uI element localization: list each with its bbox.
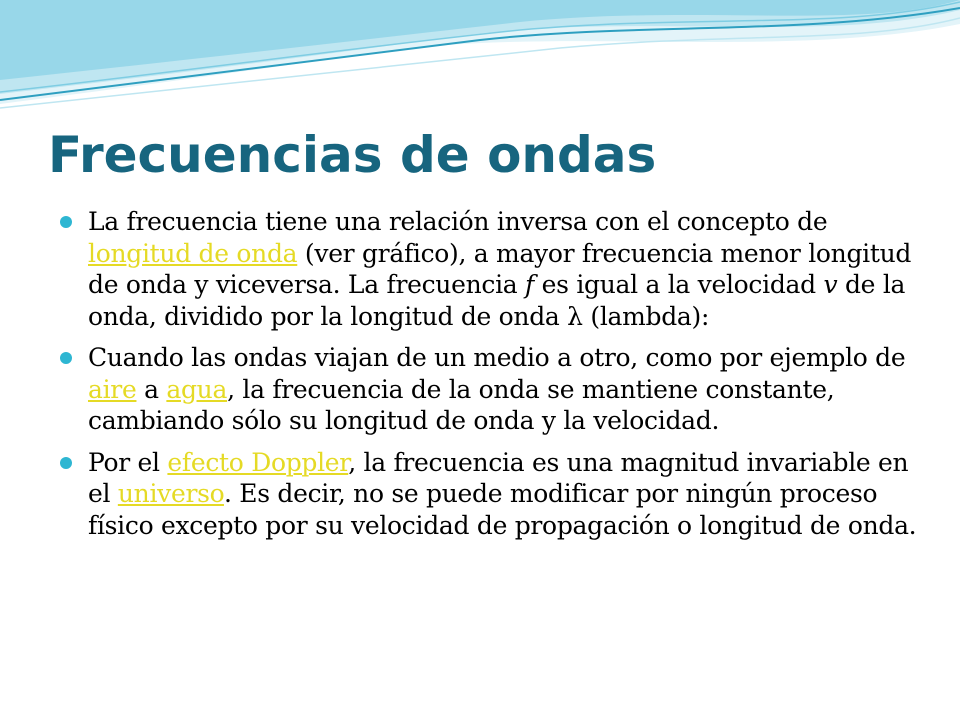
link-agua[interactable]: agua	[166, 374, 228, 404]
bullet-2-text-b: a	[136, 374, 167, 404]
link-universo[interactable]: universo	[117, 479, 224, 508]
bullet-dot-icon	[60, 457, 72, 469]
bullet-dot-icon	[60, 352, 72, 364]
bullet-item-1	[58, 206, 918, 332]
bullet-dot-icon	[60, 216, 72, 228]
link-efecto-doppler[interactable]: efecto Doppler	[167, 447, 349, 477]
bullet-2-text-c: , la frecuencia de la onda se mantiene constante, cambiando sólo su longitud de onda y la velocidad.	[88, 374, 835, 435]
link-aire[interactable]: aire	[88, 374, 137, 404]
link-longitud-de-onda[interactable]: longitud de onda	[88, 238, 298, 268]
bullet-3-text-a: Por el	[88, 447, 168, 477]
bullet-2-text-a: Cuando las ondas viajan de un medio a otro, como por ejemplo de	[88, 343, 906, 372]
symbol-f: f	[525, 270, 534, 299]
slide-title: Frecuencias de ondas	[48, 126, 657, 184]
bullet-item-3	[58, 447, 918, 542]
bullet-list	[58, 206, 918, 551]
bullet-3-text-b: , la frecuencia es una magnitud invariable en el	[88, 447, 909, 508]
header-wave-decoration	[0, 0, 960, 120]
bullet-1-text-c: es igual a la velocidad	[534, 270, 824, 299]
bullet-1-text-a: La frecuencia tiene una relación inversa con el concepto de	[88, 207, 828, 236]
symbol-v: v	[823, 270, 838, 299]
bullet-1-text-b: (ver gráfico), a mayor frecuencia menor longitud de onda y viceversa. La frecuencia	[88, 238, 912, 299]
bullet-item-2	[58, 342, 918, 437]
bullet-3-text-c: . Es decir, no se puede modificar por ningún proceso físico excepto por su velocidad de propagación o longitud de onda.	[88, 479, 917, 540]
bullet-1-text-d: de la onda, dividido por la longitud de onda λ (lambda):	[88, 270, 906, 331]
